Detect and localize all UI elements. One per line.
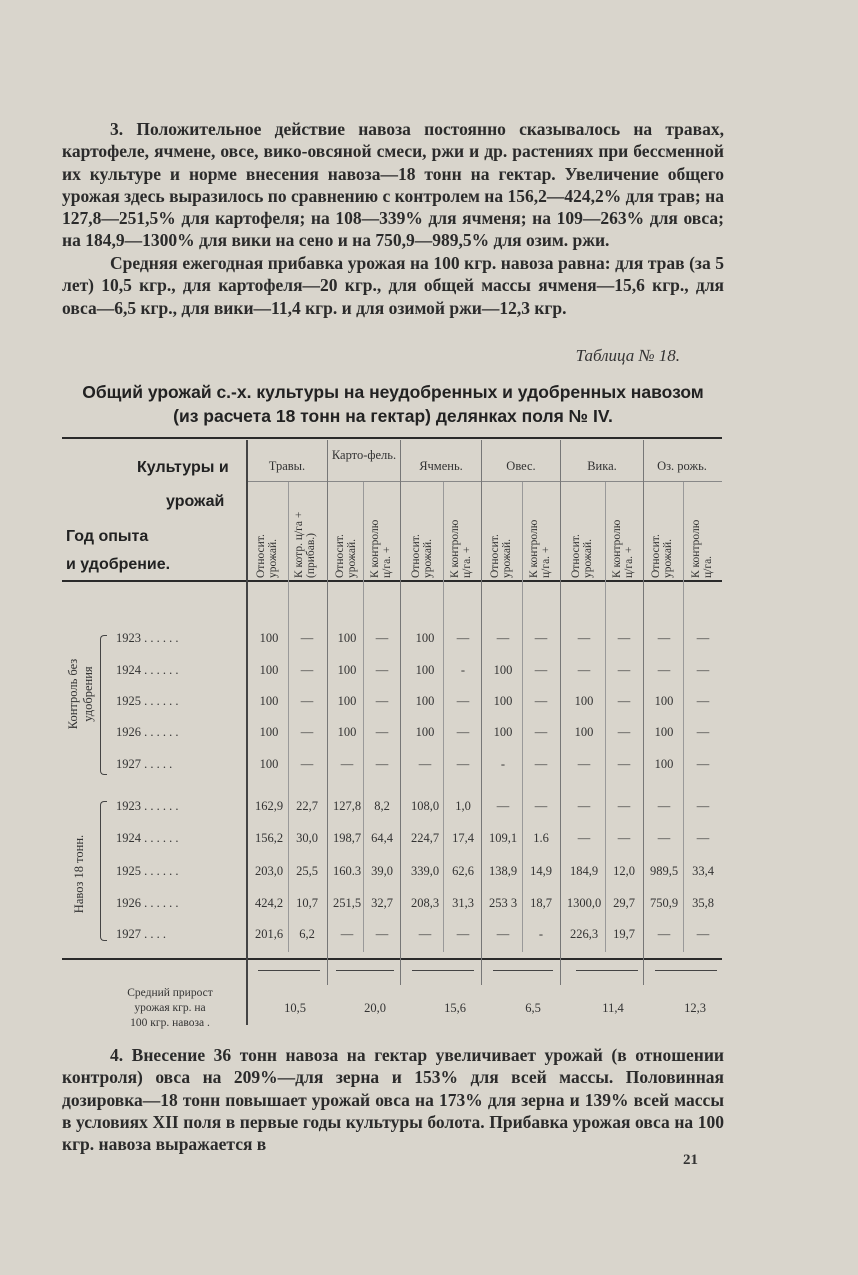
footer-dash — [655, 970, 717, 971]
table-cell: — — [418, 757, 432, 771]
table-cell: — — [534, 725, 548, 739]
sub-divider-2 — [363, 482, 364, 952]
footer-value-oats: 6,5 — [525, 1001, 541, 1015]
table-footer-rule — [62, 958, 722, 960]
table-cell: 30,0 — [296, 831, 318, 845]
table-cell: — — [617, 757, 631, 771]
table-top-rule — [62, 437, 722, 439]
table-cell: 62,6 — [452, 864, 474, 878]
paragraph-2 — [62, 252, 724, 319]
table-cell: 100 — [415, 663, 435, 677]
crop-potato: Карто-фель. — [331, 448, 397, 462]
header-yield: урожай — [166, 493, 225, 510]
subcol-10: К контролю ц/га. + — [611, 519, 635, 578]
footer-value-rye: 12,3 — [684, 1001, 706, 1015]
table-cell: — — [375, 725, 389, 739]
table-cell: 8,2 — [374, 799, 390, 813]
subcol-1: Относит. урожай. — [255, 534, 279, 578]
footer-dash — [258, 970, 320, 971]
subcol-2: К котр. ц/га + (прибав.) — [293, 511, 317, 578]
group-control-bracket — [100, 635, 107, 775]
row-year: 1927 . . . . — [116, 927, 166, 941]
row-year: 1923 . . . . . . — [116, 799, 179, 813]
table-cell: 31,3 — [452, 896, 474, 910]
group-manure-bracket — [100, 801, 107, 941]
table-cell: 109,1 — [488, 831, 518, 845]
footer-label-line-3: 100 кгр. навоза . — [130, 1017, 210, 1029]
sub-divider-1 — [288, 482, 289, 952]
table-cell: 160.3 — [332, 864, 362, 878]
row-year: 1925 . . . . . . — [116, 864, 179, 878]
group-manure-label: Навоз 18 тонн. — [72, 834, 86, 914]
group-control-label: Контроль без удобрения — [66, 658, 95, 730]
table-cell: 184,9 — [569, 864, 599, 878]
table-cell: 208,3 — [410, 896, 440, 910]
table-cell: 226,3 — [569, 927, 599, 941]
table-cell: — — [375, 927, 389, 941]
table-cell: — — [300, 725, 314, 739]
table-cell: — — [577, 799, 591, 813]
subcol-12: К контролю ц/га. — [690, 519, 714, 578]
row-year: 1923 . . . . . . — [116, 631, 179, 645]
table-cell: — — [456, 927, 470, 941]
table-cell: — — [696, 694, 710, 708]
table-cell: — — [657, 831, 671, 845]
table-cell: — — [696, 663, 710, 677]
table-cell: 100 — [337, 663, 357, 677]
row-year: 1927 . . . . . — [116, 757, 173, 771]
table-cell: 35,8 — [692, 896, 714, 910]
table-cell: 14,9 — [530, 864, 552, 878]
table-cell: 100 — [415, 631, 435, 645]
footer-value-potato: 20,0 — [364, 1001, 386, 1015]
table-cell: — — [657, 631, 671, 645]
table-cell: — — [340, 757, 354, 771]
table-cell: 100 — [493, 663, 513, 677]
footer-dash — [576, 970, 638, 971]
paragraph-2-text: Средняя ежегодная прибавка урожая на 100 кгр. навоза равна: для трав (за 5 лет) 10,5 кгр., для картофеля—20 кгр., для общей массы ячменя—15,6 кгр., для овса—6,5 кгр., для вики—11,4 кгр. и для озимой ржи—12,3 кгр. — [62, 253, 724, 318]
crop-header-rule — [248, 481, 722, 482]
table-caption: Таблица № 18. — [575, 346, 680, 365]
table-cell: — — [696, 757, 710, 771]
table-cell: 100 — [654, 725, 674, 739]
table-cell: 198,7 — [332, 831, 362, 845]
table-cell: — — [617, 694, 631, 708]
table-cell: 100 — [259, 757, 279, 771]
table-cell: 108,0 — [410, 799, 440, 813]
subcol-11: Относит. урожай. — [650, 534, 674, 578]
table-cell: — — [657, 663, 671, 677]
header-fertilizer: и удобрение. — [66, 556, 171, 573]
table-cell: 100 — [654, 694, 674, 708]
table-cell: 162,9 — [254, 799, 284, 813]
table-cell: 100 — [654, 757, 674, 771]
crop-vetch: Вика. — [587, 459, 617, 473]
table-cell: 203,0 — [254, 864, 284, 878]
table-cell: 224,7 — [410, 831, 440, 845]
table-cell: — — [657, 799, 671, 813]
table-cell: — — [577, 631, 591, 645]
table-cell: 100 — [337, 725, 357, 739]
table-cell: — — [696, 631, 710, 645]
table-cell: 251,5 — [332, 896, 362, 910]
table-cell: 100 — [415, 694, 435, 708]
table-cell: 100 — [493, 725, 513, 739]
table-cell: — — [456, 694, 470, 708]
table-cell: 100 — [574, 725, 594, 739]
table-cell: — — [375, 663, 389, 677]
crop-winter-rye: Оз. рожь. — [657, 459, 707, 473]
table-cell: — — [418, 927, 432, 941]
footer-dash — [493, 970, 553, 971]
subcol-9: Относит. урожай. — [570, 534, 594, 578]
crop-grass: Травы. — [268, 459, 306, 473]
table-cell: 1,0 — [455, 799, 471, 813]
table-cell: — — [617, 725, 631, 739]
sub-divider-3 — [443, 482, 444, 952]
table-cell: — — [617, 663, 631, 677]
table-cell: — — [617, 831, 631, 845]
table-cell: 100 — [337, 631, 357, 645]
table-title — [62, 380, 724, 428]
table-cell: — — [534, 631, 548, 645]
table-cell: — — [534, 694, 548, 708]
table-cell: 424,2 — [254, 896, 284, 910]
table-cell: 18,7 — [530, 896, 552, 910]
table-cell: — — [696, 831, 710, 845]
sub-divider-6 — [683, 482, 684, 952]
table-cell: 339,0 — [410, 864, 440, 878]
table-cell: 6,2 — [299, 927, 315, 941]
table-cell: — — [496, 927, 510, 941]
footer-value-vetch: 11,4 — [602, 1001, 624, 1015]
table-cell: 32,7 — [371, 896, 393, 910]
table-cell: 100 — [259, 725, 279, 739]
table-cell: 100 — [574, 694, 594, 708]
table-cell: 1.6 — [533, 831, 549, 845]
table-cell: - — [500, 757, 506, 771]
table-cell: — — [456, 757, 470, 771]
paragraph-1 — [62, 118, 724, 252]
table-cell: - — [538, 927, 544, 941]
subcol-7: Относит. урожай. — [489, 534, 513, 578]
table-cell: — — [300, 663, 314, 677]
table-title-line-1: Общий урожай с.-х. культуры на неудобренных и удобренных навозом — [82, 382, 704, 402]
table-cell: — — [534, 799, 548, 813]
table-cell: 19,7 — [613, 927, 635, 941]
table-cell: 100 — [259, 694, 279, 708]
table-cell: 17,4 — [452, 831, 474, 845]
table-left-divider — [246, 440, 248, 1025]
sub-divider-5 — [605, 482, 606, 952]
row-year: 1925 . . . . . . — [116, 694, 179, 708]
subcol-5: Относит. урожай. — [410, 534, 434, 578]
table-cell: — — [617, 799, 631, 813]
row-year: 1924 . . . . . . — [116, 831, 179, 845]
table-cell: 64,4 — [371, 831, 393, 845]
subcol-8: К контролю ц/га. + — [528, 519, 552, 578]
table-cell: — — [300, 757, 314, 771]
table-cell: 138,9 — [488, 864, 518, 878]
table-title-line-2: (из расчета 18 тонн на гектар) делянках поля № IV. — [173, 406, 613, 426]
paragraph-3 — [62, 1044, 724, 1155]
row-year: 1924 . . . . . . — [116, 663, 179, 677]
table-cell: — — [577, 663, 591, 677]
footer-label-line-2: урожая кгр. на — [134, 1002, 206, 1014]
table-cell: 989,5 — [649, 864, 679, 878]
table-cell: — — [375, 757, 389, 771]
table-cell: — — [577, 757, 591, 771]
paragraph-1-text: 3. Положительное действие навоза постоянно сказывалось на травах, картофеле, ячмене, овсе, вико-овсяной смеси, ржи и др. растениях при бессменной их культуре и норме внесения навоза—18 тонн на гектар. Увеличение общего урожая здесь выразилось по сравнению с контролем на 156,2—424,2% для трав; на 127,8—251,5% для картофеля; на 108—339% для ячменя; на 109—263% для овса; на 184,9—1300% для вики на сено и на 750,9—989,5% для озим. ржи. — [62, 119, 724, 251]
table-cell: 750,9 — [649, 896, 679, 910]
table-cell: — — [617, 631, 631, 645]
table-cell: 100 — [337, 694, 357, 708]
footer-dash — [336, 970, 394, 971]
table-cell: 100 — [259, 631, 279, 645]
paragraph-3-text: 4. Внесение 36 тонн навоза на гектар увеличивает урожай (в отношении контроля) овса на 209%—для зерна и 153% для всей массы. Половинная дозировка—18 тонн повышает урожай овса на 173% для зерна и 139% всей массы в условиях XII поля в первые годы культуры болота. Прибавка урожая овса на 100 кгр. навоза выражается в — [62, 1045, 724, 1155]
subcol-4: К контролю ц/га. + — [369, 519, 393, 578]
table-cell: 22,7 — [296, 799, 318, 813]
footer-dash — [412, 970, 474, 971]
table-cell: — — [375, 694, 389, 708]
table-cell: 39,0 — [371, 864, 393, 878]
table-cell: — — [577, 831, 591, 845]
table-cell: — — [534, 757, 548, 771]
footer-label-line-1: Средний прирост — [127, 987, 213, 999]
table-cell: — — [534, 663, 548, 677]
table-cell: 29,7 — [613, 896, 635, 910]
footer-label — [100, 986, 240, 1031]
table-cell: - — [460, 663, 466, 677]
table-cell: 201,6 — [254, 927, 284, 941]
footer-value-barley: 15,6 — [444, 1001, 466, 1015]
table-cell: 33,4 — [692, 864, 714, 878]
table-cell: — — [300, 631, 314, 645]
crop-barley: Ячмень. — [419, 459, 463, 473]
table-cell: 253 3 — [488, 896, 518, 910]
table-cell: — — [657, 927, 671, 941]
table-cell: — — [456, 631, 470, 645]
table-cell: — — [340, 927, 354, 941]
subcol-3: Относит. урожай. — [334, 534, 358, 578]
crop-oats: Овес. — [506, 459, 536, 473]
table-cell: — — [375, 631, 389, 645]
header-cultures: Культуры и — [137, 459, 229, 476]
row-year: 1926 . . . . . . — [116, 896, 179, 910]
table-cell: — — [300, 694, 314, 708]
table-cell: 1300,0 — [566, 896, 602, 910]
table-cell: — — [456, 725, 470, 739]
sub-divider-4 — [522, 482, 523, 952]
table-cell: — — [696, 725, 710, 739]
table-cell: 10,7 — [296, 896, 318, 910]
table-cell: 12,0 — [613, 864, 635, 878]
table-header-rule — [62, 580, 722, 582]
table-cell: 25,5 — [296, 864, 318, 878]
table-cell: — — [696, 927, 710, 941]
table-cell: — — [496, 631, 510, 645]
header-year: Год опыта — [66, 528, 149, 545]
table-cell: 100 — [259, 663, 279, 677]
table-cell: — — [496, 799, 510, 813]
table-cell: 127,8 — [332, 799, 362, 813]
subcol-6: К контролю ц/га. + — [449, 519, 473, 578]
table-cell: — — [696, 799, 710, 813]
table-cell: 100 — [493, 694, 513, 708]
row-year: 1926 . . . . . . — [116, 725, 179, 739]
table-cell: 156,2 — [254, 831, 284, 845]
footer-value-grass: 10,5 — [284, 1001, 306, 1015]
page-number: 21 — [683, 1152, 698, 1168]
table-cell: 100 — [415, 725, 435, 739]
